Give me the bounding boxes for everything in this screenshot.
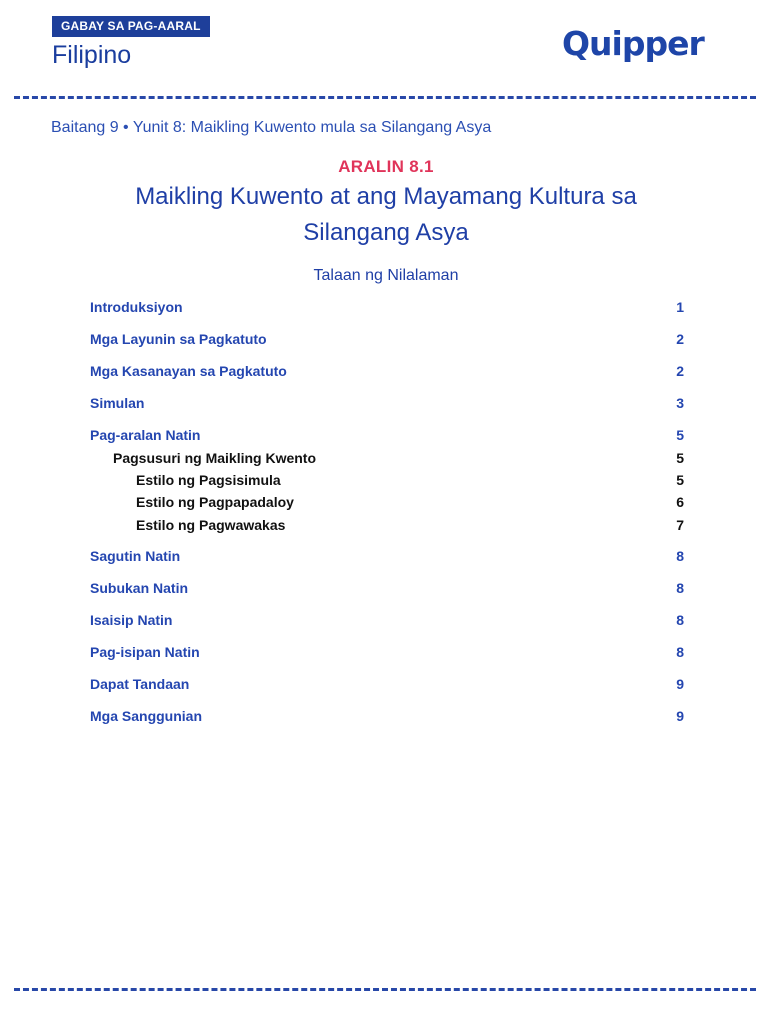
toc-entry-mga-kasanayan[interactable] (0, 360, 768, 382)
toc-entry-label: Pagsusuri ng Maikling Kwento (113, 450, 317, 466)
toc-entry-page: 7 (676, 517, 684, 533)
bottom-dashed-divider (14, 988, 756, 991)
toc-entry-page: 2 (676, 363, 684, 379)
toc-entry-mga-sanggunian[interactable] (0, 705, 768, 727)
toc-entry-label: Introduksiyon (90, 299, 183, 315)
toc-entry-label: Pag-isipan Natin (90, 644, 200, 660)
toc-entry-estilo-pagsisimula[interactable] (0, 469, 768, 491)
toc-entry-sagutin-natin[interactable] (0, 545, 768, 567)
toc-entry-label: Subukan Natin (90, 580, 189, 596)
toc-entry-estilo-pagpapadaloy[interactable] (0, 491, 768, 513)
toc-entry-page: 5 (676, 450, 684, 466)
toc-entry-label: Mga Kasanayan sa Pagkatuto (90, 363, 287, 379)
toc-entry-label: Mga Layunin sa Pagkatuto (90, 331, 267, 347)
toc-entry-label: Mga Sanggunian (90, 708, 202, 724)
toc-entry-estilo-pagwawakas[interactable] (0, 514, 768, 536)
toc-entry-page: 6 (676, 494, 684, 510)
toc-entry-page: 8 (676, 612, 684, 628)
lesson-number: ARALIN 8.1 (338, 157, 434, 176)
toc-entry-label: Simulan (90, 395, 145, 411)
toc-entry-label: Estilo ng Pagwawakas (136, 517, 286, 533)
toc-entry-isaisip-natin[interactable] (0, 609, 768, 631)
toc-entry-page: 3 (676, 395, 684, 411)
subject-title: Filipino (52, 41, 132, 69)
toc-entry-pag-isipan-natin[interactable] (0, 641, 768, 663)
toc-entry-pag-aralan-natin[interactable] (0, 424, 768, 446)
toc-entry-page: 8 (676, 644, 684, 660)
quipper-logo: Quipper (562, 24, 704, 63)
toc-entry-label: Sagutin Natin (90, 548, 181, 564)
toc-entry-page: 9 (676, 708, 684, 724)
toc-entry-page: 5 (676, 472, 684, 488)
toc-entry-label: Dapat Tandaan (90, 676, 190, 692)
toc-entry-pagsusuri[interactable] (0, 447, 768, 469)
toc-entry-dapat-tandaan[interactable] (0, 673, 768, 695)
toc-entry-page: 2 (676, 331, 684, 347)
lesson-title: Maikling Kuwento at ang Mayamang Kultura sa Silangang Asya (135, 183, 637, 246)
toc-entry-page: 9 (676, 676, 684, 692)
toc-entry-page: 5 (676, 427, 684, 443)
toc-entry-label: Estilo ng Pagpapadaloy (136, 494, 294, 510)
toc-entry-page: 8 (676, 580, 684, 596)
toc-entry-label: Isaisip Natin (90, 612, 173, 628)
toc-entry-page: 1 (676, 299, 684, 315)
top-dashed-divider (14, 96, 756, 99)
toc-entry-label: Pag-aralan Natin (90, 427, 201, 443)
study-guide-badge: GABAY SA PAG-AARAL (52, 16, 210, 37)
toc-entry-label: Estilo ng Pagsisimula (136, 472, 281, 488)
toc-entry-mga-layunin[interactable] (0, 328, 768, 350)
toc-entry-simulan[interactable] (0, 392, 768, 414)
toc-entry-page: 8 (676, 548, 684, 564)
breadcrumb: Baitang 9 • Yunit 8: Maikling Kuwento mula sa Silangang Asya (51, 119, 492, 136)
toc-entry-introduksiyon[interactable] (0, 296, 768, 318)
toc-heading: Talaan ng Nilalaman (313, 267, 459, 284)
toc-entry-subukan-natin[interactable] (0, 577, 768, 599)
